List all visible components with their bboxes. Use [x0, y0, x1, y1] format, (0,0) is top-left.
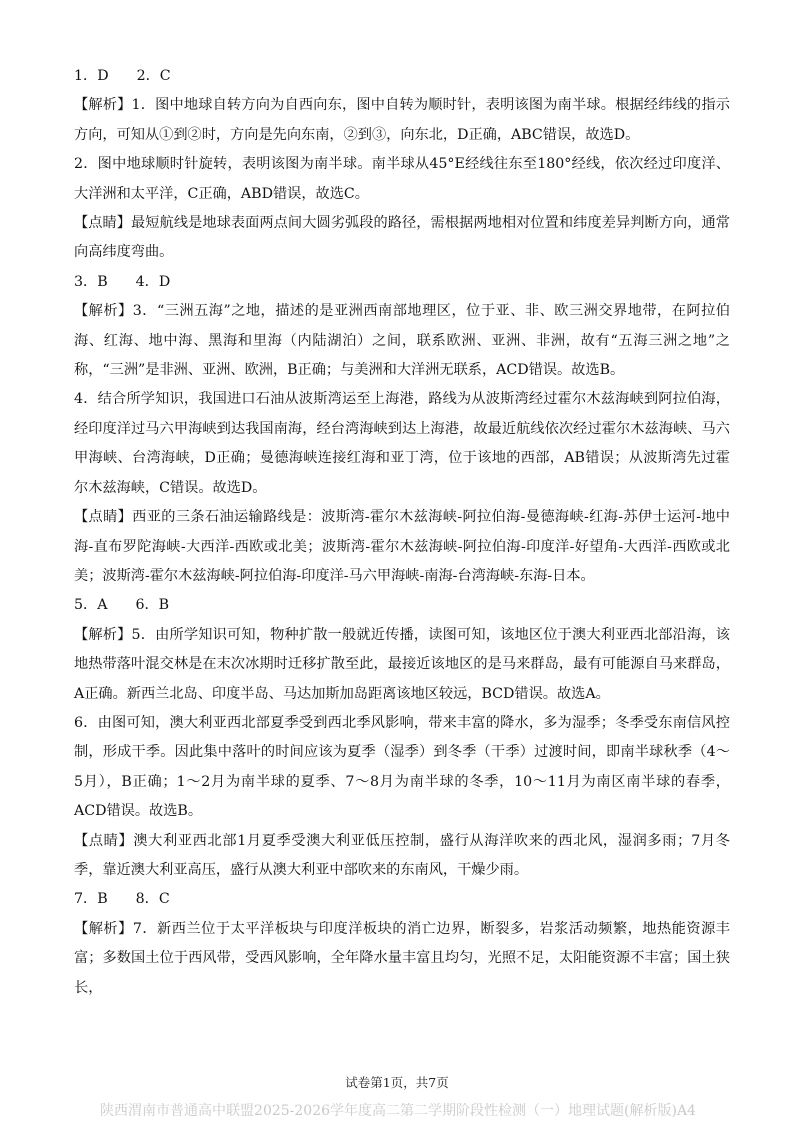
answer-content	[74, 62, 730, 1003]
explanation-paragraph: 【解析】3．“三洲五海”之地，描述的是亚洲西南部地理区，位于亚、非、欧三洲交界地带，在阿拉伯海、红海、地中海、黑海和里海（内陆湖泊）之间，联系欧洲、亚洲、非洲，故有“五海三洲之地”之称，“三洲”是非洲、亚洲、欧洲，B正确；与美洲和大洋洲无联系，ACD错误。故选B。	[74, 303, 730, 379]
explanation-paragraph: 【解析】7．新西兰位于太平洋板块与印度洋板块的消亡边界，断裂多，岩浆活动频繁，地热能资源丰富；多数国土位于西风带，受西风影响，全年降水量丰富且均匀，光照不足，太阳能资源不丰富；国土狭长，	[74, 920, 730, 996]
answer-key: 5．A	[74, 597, 108, 614]
answer-key-line	[74, 591, 730, 620]
explanation-paragraph: 6．由图可知，澳大利亚西北部夏季受到西北季风影响，带来丰富的降水，多为湿季；冬季受东南信风控制，形成干季。因此集中落叶的时间应该为夏季（湿季）到冬季（干季）过渡时间，即南半球秋季（4～5月），B正确；1～2月为南半球的夏季、7～8月为南半球的冬季，10～11月为南区南半球的春季，ACD错误。故选B。	[74, 714, 730, 820]
answer-key: 7．B	[74, 891, 108, 908]
answer-key: 3．B	[74, 273, 108, 290]
explanation-paragraph: 【点睛】最短航线是地球表面两点间大圆劣弧段的路径，需根据两地相对位置和纬度差异判断方向，通常向高纬度弯曲。	[74, 215, 730, 261]
answer-key-line	[74, 885, 730, 914]
watermark-text: 陕西渭南市普通高中联盟2025-2026学年度高二第二学期阶段性检测（一）地理试题(解析版)A4	[100, 1103, 696, 1119]
answer-key-line	[74, 268, 730, 297]
answer-key: 1．D	[74, 68, 109, 84]
explanation-paragraph: 【解析】1．图中地球自转方向为自西向东，图中自转为顺时针，表明该图为南半球。根据经纬线的指示方向，可知从①到②时，方向是先向东南，②到③，向东北，D正确，ABC错误，故选D。	[74, 97, 730, 143]
explanation-paragraph: 4．结合所学知识，我国进口石油从波斯湾运至上海港，路线为从波斯湾经过霍尔木兹海峡到阿拉伯海，经印度洋过马六甲海峡到达我国南海，经台湾海峡到达上海港，故最近航线依次经过霍尔木兹海峡、马六甲海峡、台湾海峡，D正确；曼德海峡连接红海和亚丁湾，位于该地的西部，AB错误；从波斯湾先过霍尔木兹海峡，C错误。故选D。	[74, 391, 730, 496]
page-footer: 试卷第1页，共7页	[345, 1075, 449, 1090]
explanation-paragraph: 2．图中地球顺时针旋转，表明该图为南半球。南半球从45°E经线往东至180°经线，依次经过印度洋、大洋洲和太平洋，C正确，ABD错误，故选C。	[74, 156, 730, 202]
answer-key: 4．D	[135, 273, 171, 290]
answer-key: 2．C	[136, 68, 171, 84]
explanation-paragraph: 【点睛】西亚的三条石油运输路线是：波斯湾-霍尔木兹海峡-阿拉伯海-曼德海峡-红海-苏伊士运河-地中海-直布罗陀海峡-大西洋-西欧或北美；波斯湾-霍尔木兹海峡-阿拉伯海-印度洋-好望角-大西洋-西欧或北美；波斯湾-霍尔木兹海峡-阿拉伯海-印度洋-马六甲海峡-南海-台湾海峡-东海-日本。	[74, 509, 730, 584]
answer-key: 6．B	[135, 597, 170, 614]
explanation-paragraph: 【解析】5．由所学知识可知，物种扩散一般就近传播，读图可知，该地区位于澳大利亚西北部沿海，该地热带落叶混交林是在末次冰期时迁移扩散至此，最接近该地区的是马来群岛，最有可能源自马来群岛，A正确。新西兰北岛、印度半岛、马达加斯加岛距离该地区较远，BCD错误。故选A。	[74, 626, 730, 702]
explanation-paragraph: 【点睛】澳大利亚西北部1月夏季受澳大利亚低压控制，盛行从海洋吹来的西北风，湿润多雨；7月冬季，靠近澳大利亚高压，盛行从澳大利亚中部吹来的东南风，干燥少雨。	[74, 832, 730, 878]
answer-key: 8．C	[135, 891, 170, 908]
answer-key-line	[74, 62, 730, 91]
